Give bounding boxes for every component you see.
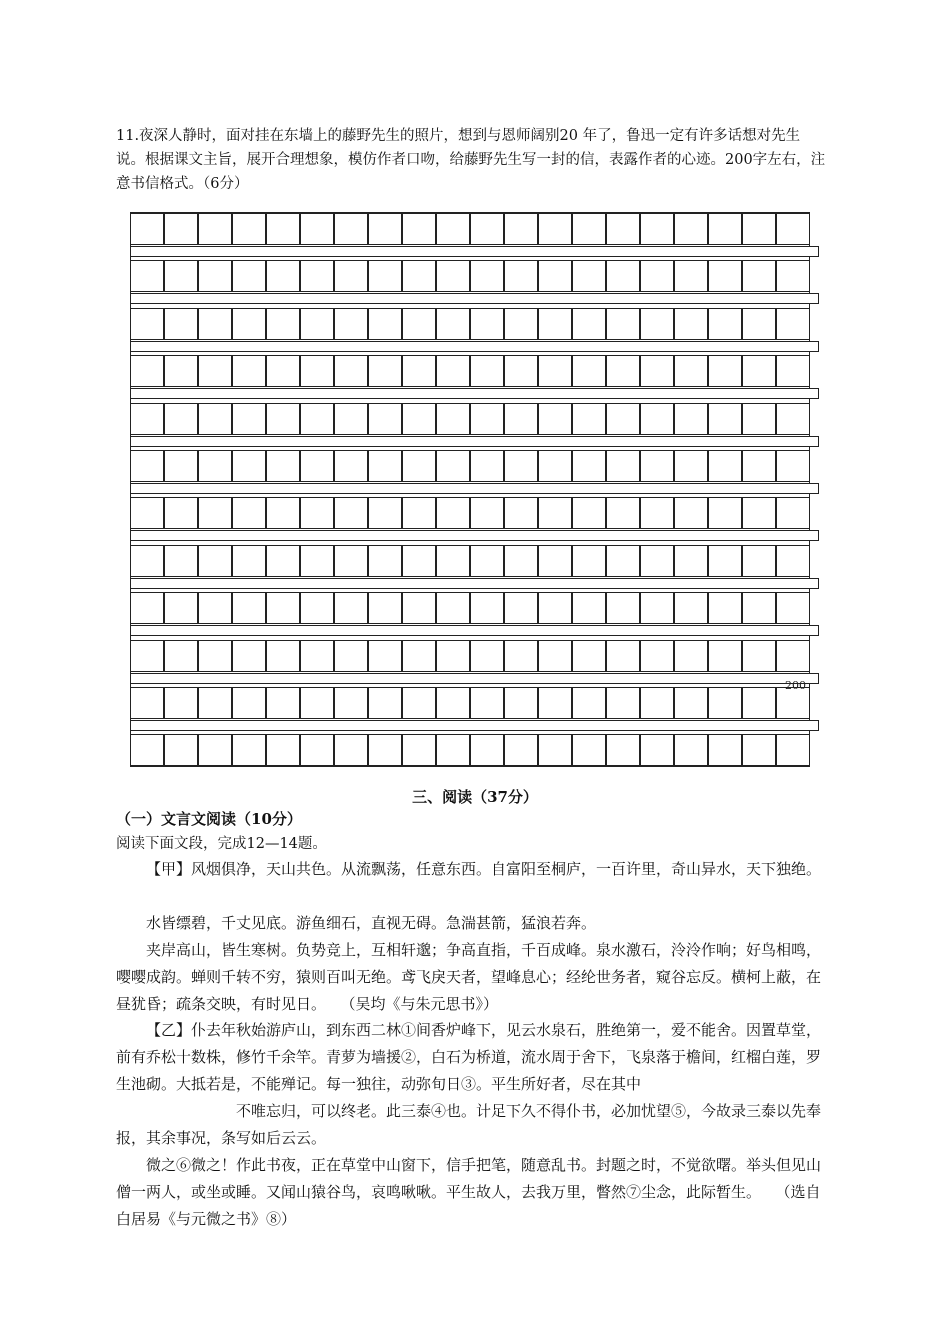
grid-cell[interactable] [232,355,266,387]
passage-jia-source: （吴均《与朱元思书》） [348,995,499,1013]
grid-cell[interactable] [470,403,504,435]
grid-cell[interactable] [742,734,776,766]
grid-cell[interactable] [504,640,538,672]
grid-row-separator [130,673,819,684]
grid-cell[interactable] [470,687,504,719]
grid-cell[interactable] [742,545,776,577]
grid-cell[interactable] [300,640,334,672]
grid-cell[interactable] [232,545,266,577]
grid-cell[interactable] [300,260,334,292]
writing-grid[interactable] [130,212,819,769]
grid-row-separator [130,341,819,352]
grid-cell[interactable] [674,260,708,292]
grid-cell[interactable] [198,355,232,387]
passage-jia-p3: 夹岸高山，皆生寒树。负势竞上，互相轩邈；争高直指，千百成峰。泉水激石，泠泠作响；好鸟相鸣，嘤嘤成韵。蝉则千转不穷，猿则百叫无绝。鸢飞戾天者，望峰息心；经纶世务者，窥谷忘反。横柯上蔽，在昼犹昏；疏条交映，有时见日。 （吴均《与朱元思书》） [116,941,822,1013]
grid-cell[interactable] [198,687,232,719]
grid-cell[interactable] [776,497,810,529]
grid-cell[interactable] [402,355,436,387]
grid-cell[interactable] [436,403,470,435]
grid-cell[interactable] [198,640,232,672]
grid-cell[interactable] [266,260,300,292]
grid-cell[interactable] [368,450,402,482]
grid-row-separator [130,483,819,494]
grid-cell[interactable] [538,497,572,529]
grid-cell[interactable] [572,403,606,435]
grid-cell[interactable] [504,687,538,719]
grid-row [130,260,810,294]
grid-row [130,545,810,579]
grid-cell[interactable] [334,213,368,245]
grid-row [130,355,810,389]
grid-cell[interactable] [674,213,708,245]
grid-cell[interactable] [742,592,776,624]
grid-cell[interactable] [470,355,504,387]
grid-cell[interactable] [232,308,266,340]
grid-cell[interactable] [538,308,572,340]
grid-cell[interactable] [436,734,470,766]
grid-cell[interactable] [198,734,232,766]
grid-cell[interactable] [368,640,402,672]
grid-cell[interactable] [232,592,266,624]
grid-cell[interactable] [436,308,470,340]
grid-cell[interactable] [606,687,640,719]
grid-cell[interactable] [130,734,164,766]
grid-cell[interactable] [470,260,504,292]
grid-cell[interactable] [300,687,334,719]
grid-cell[interactable] [470,497,504,529]
subsection-title: （一）文言文阅读（10分） [116,810,302,828]
grid-cell[interactable] [232,687,266,719]
grid-cell[interactable] [708,545,742,577]
grid-cell[interactable] [606,592,640,624]
grid-cell[interactable] [300,734,334,766]
grid-cell[interactable] [402,545,436,577]
passage-yi-p1-cont: 不唯忘归，可以终老。此三泰④也。计足下久不得仆书，必加忧望⑤，今故录三泰以先奉报，其余事况，条写如后云云。 [116,1102,822,1147]
grid-cell[interactable] [708,403,742,435]
grid-cell[interactable] [232,734,266,766]
grid-cell[interactable] [776,592,810,624]
grid-cell[interactable] [640,450,674,482]
grid-cell[interactable] [334,260,368,292]
grid-cell[interactable] [504,403,538,435]
grid-cell[interactable] [708,640,742,672]
grid-cell[interactable] [232,403,266,435]
grid-cell[interactable] [606,545,640,577]
grid-cell[interactable] [334,687,368,719]
grid-cell[interactable] [674,403,708,435]
grid-row [130,213,810,247]
grid-cell[interactable] [742,308,776,340]
grid-cell[interactable] [130,355,164,387]
grid-cell[interactable] [266,308,300,340]
grid-cell[interactable] [300,450,334,482]
grid-cell[interactable] [708,260,742,292]
grid-cell[interactable] [300,308,334,340]
grid-cell[interactable] [776,308,810,340]
grid-cell[interactable] [130,592,164,624]
grid-cell[interactable] [300,213,334,245]
passage-yi-p2: 微之⑥微之！作此书夜，正在草堂中山窗下，信手把笔，随意乱书。封题之时，不觉欲曙。举头但见山僧一两人，或坐或睡。又闻山猿谷鸟，哀鸣啾啾。平生故人，去我万里，瞥然⑦尘念，此际暂生。 （选自白居易《与元微之书》⑧） [116,1156,822,1228]
grid-cell[interactable] [572,355,606,387]
grid-cell[interactable] [402,308,436,340]
grid-cell[interactable] [776,260,810,292]
grid-cell[interactable] [742,355,776,387]
grid-cell[interactable] [334,308,368,340]
grid-cell[interactable] [538,213,572,245]
grid-cell[interactable] [198,545,232,577]
grid-cell[interactable] [436,640,470,672]
grid-cell[interactable] [640,592,674,624]
grid-cell[interactable] [504,734,538,766]
grid-cell[interactable] [538,403,572,435]
grid-cell[interactable] [572,213,606,245]
grid-cell[interactable] [334,450,368,482]
grid-cell[interactable] [164,260,198,292]
grid-cell[interactable] [130,640,164,672]
section-title: 三、阅读（37分） [412,788,538,806]
grid-cell[interactable] [470,308,504,340]
grid-cell[interactable] [742,450,776,482]
grid-cell[interactable] [776,403,810,435]
grid-cell[interactable] [606,260,640,292]
grid-cell[interactable] [674,592,708,624]
grid-cell[interactable] [334,355,368,387]
grid-cell[interactable] [164,497,198,529]
grid-cell[interactable] [674,308,708,340]
grid-cell[interactable] [572,640,606,672]
grid-cell[interactable] [708,213,742,245]
grid-cell[interactable] [470,213,504,245]
grid-cell[interactable] [470,545,504,577]
grid-cell[interactable] [164,592,198,624]
grid-cell[interactable] [708,592,742,624]
grid-cell[interactable] [470,592,504,624]
grid-cell[interactable] [776,450,810,482]
grid-cell[interactable] [164,308,198,340]
grid-cell[interactable] [538,355,572,387]
grid-cell[interactable] [300,592,334,624]
grid-row-separator [130,436,819,447]
grid-cell[interactable] [368,687,402,719]
grid-cell[interactable] [130,403,164,435]
grid-cell[interactable] [266,450,300,482]
grid-cell[interactable] [198,592,232,624]
grid-cell[interactable] [198,403,232,435]
grid-cell[interactable] [708,308,742,340]
grid-cell[interactable] [300,355,334,387]
grid-row [130,592,810,626]
grid-cell[interactable] [198,213,232,245]
grid-cell[interactable] [674,734,708,766]
instruction: 阅读下面文段，完成12—14题。 [116,836,327,852]
grid-row [130,308,810,342]
grid-cell[interactable] [776,213,810,245]
grid-cell[interactable] [130,545,164,577]
grid-cell[interactable] [334,545,368,577]
grid-row-separator [130,578,819,589]
grid-cell[interactable] [708,687,742,719]
grid-cell[interactable] [198,497,232,529]
grid-row-separator [130,293,819,304]
grid-cell[interactable] [198,308,232,340]
grid-cell[interactable] [334,640,368,672]
grid-cell[interactable] [504,592,538,624]
grid-cell[interactable] [504,355,538,387]
grid-cell[interactable] [606,450,640,482]
grid-cell[interactable] [334,734,368,766]
grid-cell[interactable] [198,450,232,482]
grid-cell[interactable] [742,213,776,245]
grid-cell[interactable] [470,640,504,672]
grid-cell[interactable] [300,545,334,577]
grid-cell[interactable] [368,403,402,435]
grid-cell[interactable] [334,403,368,435]
grid-cell[interactable] [368,260,402,292]
grid-cell[interactable] [776,734,810,766]
grid-cell[interactable] [402,687,436,719]
grid-cell[interactable] [572,260,606,292]
grid-cell[interactable] [130,260,164,292]
grid-cell[interactable] [266,640,300,672]
grid-cell[interactable] [572,592,606,624]
grid-cell[interactable] [436,260,470,292]
grid-cell[interactable] [436,592,470,624]
grid-cell[interactable] [742,497,776,529]
grid-cell[interactable] [572,450,606,482]
grid-cell[interactable] [640,545,674,577]
grid-cell[interactable] [232,450,266,482]
grid-cell[interactable] [266,592,300,624]
grid-cell[interactable] [640,355,674,387]
grid-cell[interactable] [300,497,334,529]
grid-cell[interactable] [708,734,742,766]
grid-cell[interactable] [504,260,538,292]
grid-row [130,450,810,484]
grid-cell[interactable] [436,545,470,577]
grid-row-separator [130,720,819,731]
grid-cell[interactable] [708,450,742,482]
grid-cell[interactable] [402,734,436,766]
grid-cell[interactable] [538,687,572,719]
grid-row-separator [130,246,819,257]
grid-cell[interactable] [538,640,572,672]
grid-cell[interactable] [538,545,572,577]
grid-cell[interactable] [164,355,198,387]
passage-jia-p2: 水皆缥碧，千丈见底。游鱼细石，直视无碍。急湍甚箭，猛浪若奔。 [146,914,597,932]
grid-cell[interactable] [640,497,674,529]
grid-cell[interactable] [436,687,470,719]
grid-cell[interactable] [742,403,776,435]
grid-cell[interactable] [164,450,198,482]
grid-cell[interactable] [538,260,572,292]
grid-cell[interactable] [402,592,436,624]
grid-cell[interactable] [368,592,402,624]
grid-cell[interactable] [232,497,266,529]
grid-cell[interactable] [640,213,674,245]
grid-cell[interactable] [538,592,572,624]
grid-cell[interactable] [198,260,232,292]
grid-cell[interactable] [504,308,538,340]
grid-cell[interactable] [504,545,538,577]
grid-cell[interactable] [130,450,164,482]
grid-cell[interactable] [164,640,198,672]
grid-row-separator [130,530,819,541]
grid-cell[interactable] [572,545,606,577]
passage-jia-p1: 【甲】风烟俱净，天山共色。从流飘荡，任意东西。自富阳至桐庐，一百许里，奇山异水，天下独绝。 [146,860,822,878]
grid-cell[interactable] [708,497,742,529]
grid-cell[interactable] [708,355,742,387]
grid-row [130,687,810,721]
grid-cell[interactable] [742,640,776,672]
grid-cell[interactable] [300,403,334,435]
word-count-mark: 200 [785,679,806,692]
grid-cell[interactable] [130,308,164,340]
grid-cell[interactable] [368,213,402,245]
grid-cell[interactable] [266,687,300,719]
grid-cell[interactable] [606,213,640,245]
passage-yi-p1: 【乙】仆去年秋始游庐山，到东西二林①间香炉峰下，见云水泉石，胜绝第一，爱不能舍。因置草堂，前有乔松十数株，修竹千余竿。青萝为墙援②，白石为桥道，流水周于舍下，飞泉落于檐间，红榴白莲，罗生池砌。大抵若是，不能殚记。每一独往，动弥旬日③。平生所好者，尽在其中 [116,1021,822,1093]
grid-cell[interactable] [538,450,572,482]
grid-row [130,403,810,437]
grid-cell[interactable] [164,545,198,577]
grid-cell[interactable] [130,687,164,719]
grid-cell[interactable] [232,213,266,245]
grid-cell[interactable] [606,640,640,672]
grid-cell[interactable] [776,545,810,577]
grid-cell[interactable] [640,687,674,719]
grid-cell[interactable] [402,213,436,245]
grid-cell[interactable] [674,450,708,482]
grid-row [130,734,810,768]
grid-cell[interactable] [436,355,470,387]
grid-cell[interactable] [130,213,164,245]
grid-cell[interactable] [368,545,402,577]
grid-cell[interactable] [742,260,776,292]
grid-cell[interactable] [402,497,436,529]
grid-cell[interactable] [266,213,300,245]
grid-cell[interactable] [572,687,606,719]
grid-cell[interactable] [368,497,402,529]
grid-cell[interactable] [572,734,606,766]
grid-cell[interactable] [504,213,538,245]
grid-cell[interactable] [402,403,436,435]
grid-cell[interactable] [606,355,640,387]
grid-cell[interactable] [640,308,674,340]
grid-cell[interactable] [232,260,266,292]
grid-cell[interactable] [266,355,300,387]
grid-cell[interactable] [334,497,368,529]
grid-cell[interactable] [266,497,300,529]
grid-cell[interactable] [164,734,198,766]
grid-cell[interactable] [504,497,538,529]
grid-row [130,497,810,531]
grid-row-separator [130,388,819,399]
grid-cell[interactable] [402,450,436,482]
grid-cell[interactable] [402,640,436,672]
grid-cell[interactable] [606,403,640,435]
grid-cell[interactable] [402,260,436,292]
grid-cell[interactable] [436,213,470,245]
grid-cell[interactable] [368,308,402,340]
grid-cell[interactable] [640,734,674,766]
grid-cell[interactable] [164,403,198,435]
grid-cell[interactable] [606,734,640,766]
grid-row [130,640,810,674]
grid-cell[interactable] [504,450,538,482]
grid-cell[interactable] [130,497,164,529]
grid-cell[interactable] [674,355,708,387]
grid-cell[interactable] [232,640,266,672]
grid-cell[interactable] [776,640,810,672]
grid-cell[interactable] [436,450,470,482]
grid-cell[interactable] [606,497,640,529]
grid-cell[interactable] [640,403,674,435]
grid-cell[interactable] [266,403,300,435]
grid-cell[interactable] [674,545,708,577]
grid-cell[interactable] [436,497,470,529]
grid-cell[interactable] [538,734,572,766]
grid-cell[interactable] [368,355,402,387]
grid-row-separator [130,625,819,636]
grid-cell[interactable] [640,260,674,292]
grid-cell[interactable] [640,640,674,672]
grid-cell[interactable] [572,308,606,340]
grid-cell[interactable] [674,640,708,672]
grid-cell[interactable] [164,687,198,719]
grid-cell[interactable] [606,308,640,340]
grid-cell[interactable] [266,734,300,766]
grid-cell[interactable] [674,687,708,719]
grid-cell[interactable] [470,734,504,766]
grid-cell[interactable] [368,734,402,766]
grid-cell[interactable] [266,545,300,577]
grid-cell[interactable] [674,497,708,529]
grid-cell[interactable] [742,687,776,719]
grid-cell[interactable] [334,592,368,624]
grid-cell[interactable] [572,497,606,529]
grid-cell[interactable] [776,355,810,387]
grid-cell[interactable] [470,450,504,482]
question-11: 11.夜深人静时，面对挂在东墙上的藤野先生的照片，想到与恩师阔别20 年了，鲁迅一定有许多话想对先生说。根据课文主旨，展开合理想象，模仿作者口吻，给藤野先生写一封的信，表露作者的心迹。200字左右，注意书信格式。（6分） [116,128,826,192]
passage-yi-source: （选自白居易《与元微之书》⑧） [116,1183,821,1228]
grid-cell[interactable] [164,213,198,245]
